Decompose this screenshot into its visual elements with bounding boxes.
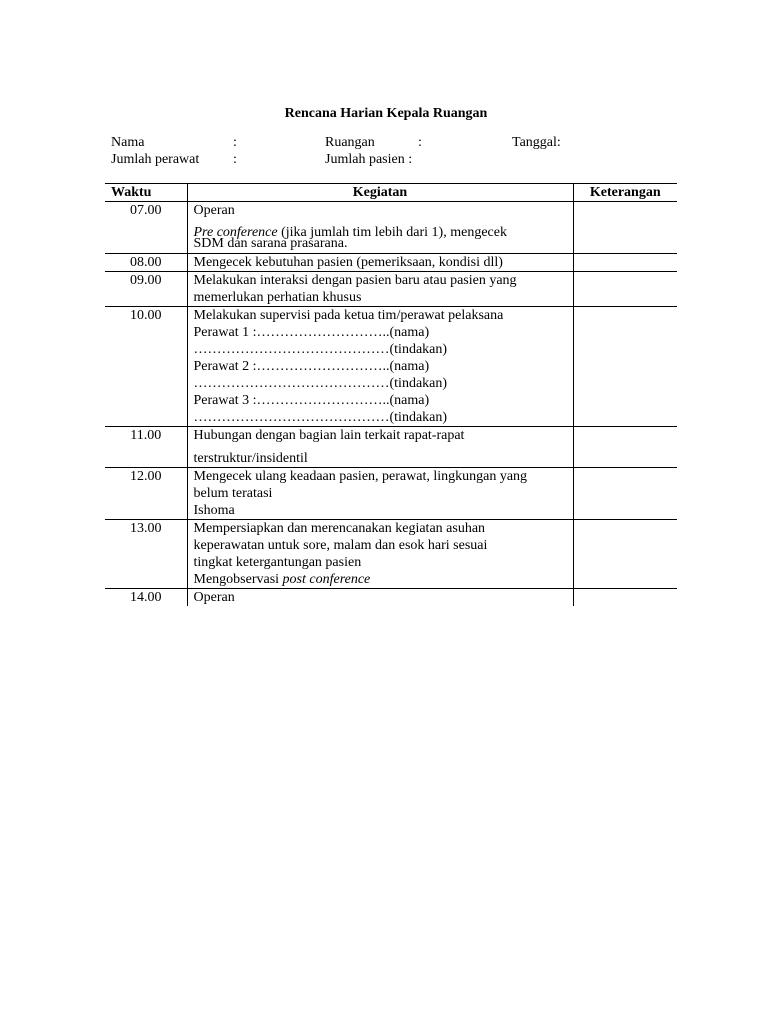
activity-line: SDM dan sarana prasarana.: [193, 236, 348, 251]
time-cell: 08.00: [105, 254, 187, 272]
activity-cell: [187, 589, 573, 607]
note-cell: [573, 427, 677, 468]
note-cell: [573, 468, 677, 520]
activity-line: Melakukan supervisi pada ketua tim/perawat pelaksana: [193, 308, 504, 323]
column-header-waktu: Waktu: [105, 184, 187, 202]
table-header-row: [105, 184, 677, 202]
jumlah-perawat-colon: :: [233, 152, 237, 167]
column-header-kegiatan: Kegiatan: [187, 184, 573, 202]
time-cell: 12.00: [105, 468, 187, 520]
activity-line: Mempersiapkan dan merencanakan kegiatan asuhan: [193, 521, 486, 536]
activity-line: Ishoma: [193, 503, 235, 518]
activity-line: Perawat 1 :………………………..(nama): [193, 325, 430, 340]
time-cell: 11.00: [105, 427, 187, 468]
activity-line: Hubungan dengan bagian lain terkait rapat-rapat: [193, 428, 465, 443]
nama-colon: :: [233, 135, 237, 150]
activity-cell: [187, 307, 573, 427]
activity-line: Operan: [193, 590, 235, 605]
nama-label: Nama: [111, 135, 145, 150]
table-row: [105, 589, 677, 607]
activity-line: Mengecek kebutuhan pasien (pemeriksaan, kondisi dll): [193, 255, 503, 270]
activity-line: belum teratasi: [193, 486, 273, 501]
time-cell: 13.00: [105, 520, 187, 589]
table-row: [105, 307, 677, 427]
activity-line: ……………………………………(tindakan): [193, 410, 448, 425]
activity-text: Mengobservasi: [193, 572, 283, 587]
table-row: [105, 254, 677, 272]
jumlah-perawat-label: Jumlah perawat: [111, 152, 200, 167]
activity-line: ……………………………………(tindakan): [193, 342, 448, 357]
note-cell: [573, 520, 677, 589]
activity-line: [194, 571, 567, 588]
activity-cell: [187, 468, 573, 520]
schedule-table: [105, 183, 677, 606]
activity-cell: [187, 427, 573, 468]
table-row: [105, 427, 677, 468]
activity-line: terstruktur/insidentil: [193, 451, 308, 466]
activity-line: tingkat ketergantungan pasien: [193, 555, 362, 570]
time-cell: 10.00: [105, 307, 187, 427]
activity-line: keperawatan untuk sore, malam dan esok hari sesuai: [193, 538, 488, 553]
activity-line: memerlukan perhatian khusus: [193, 290, 362, 305]
activity-line: Perawat 3 :………………………..(nama): [193, 393, 430, 408]
time-cell: 14.00: [105, 589, 187, 607]
activity-cell: [187, 202, 573, 254]
activity-line: Melakukan interaksi dengan pasien baru atau pasien yang: [193, 273, 517, 288]
note-cell: [573, 307, 677, 427]
note-cell: [573, 254, 677, 272]
activity-line: Mengecek ulang keadaan pasien, perawat, lingkungan yang: [193, 469, 528, 484]
jumlah-pasien-label: Jumlah pasien :: [325, 152, 413, 167]
activity-cell: [187, 254, 573, 272]
activity-text: (jika jumlah tim lebih dari 1), mengecek: [277, 225, 507, 240]
note-cell: [573, 589, 677, 607]
activity-italic: Pre conference: [193, 225, 278, 240]
table-row: [105, 202, 677, 254]
note-cell: [573, 272, 677, 307]
column-header-keterangan: Keterangan: [573, 184, 677, 202]
ruangan-label: Ruangan: [325, 135, 375, 150]
activity-cell: [187, 520, 573, 589]
activity-line: ……………………………………(tindakan): [193, 376, 448, 391]
table-row: [105, 520, 677, 589]
note-cell: [573, 202, 677, 254]
table-row: [105, 468, 677, 520]
tanggal-label: Tanggal:: [512, 135, 561, 150]
time-cell: 07.00: [105, 202, 187, 254]
activity-italic: post conference: [282, 572, 371, 587]
time-cell: 09.00: [105, 272, 187, 307]
table-row: [105, 272, 677, 307]
ruangan-colon: :: [418, 135, 422, 150]
activity-line: Operan: [193, 203, 235, 218]
activity-cell: [187, 272, 573, 307]
page-title: Rencana Harian Kepala Ruangan: [284, 106, 488, 121]
activity-line: Perawat 2 :………………………..(nama): [193, 359, 430, 374]
